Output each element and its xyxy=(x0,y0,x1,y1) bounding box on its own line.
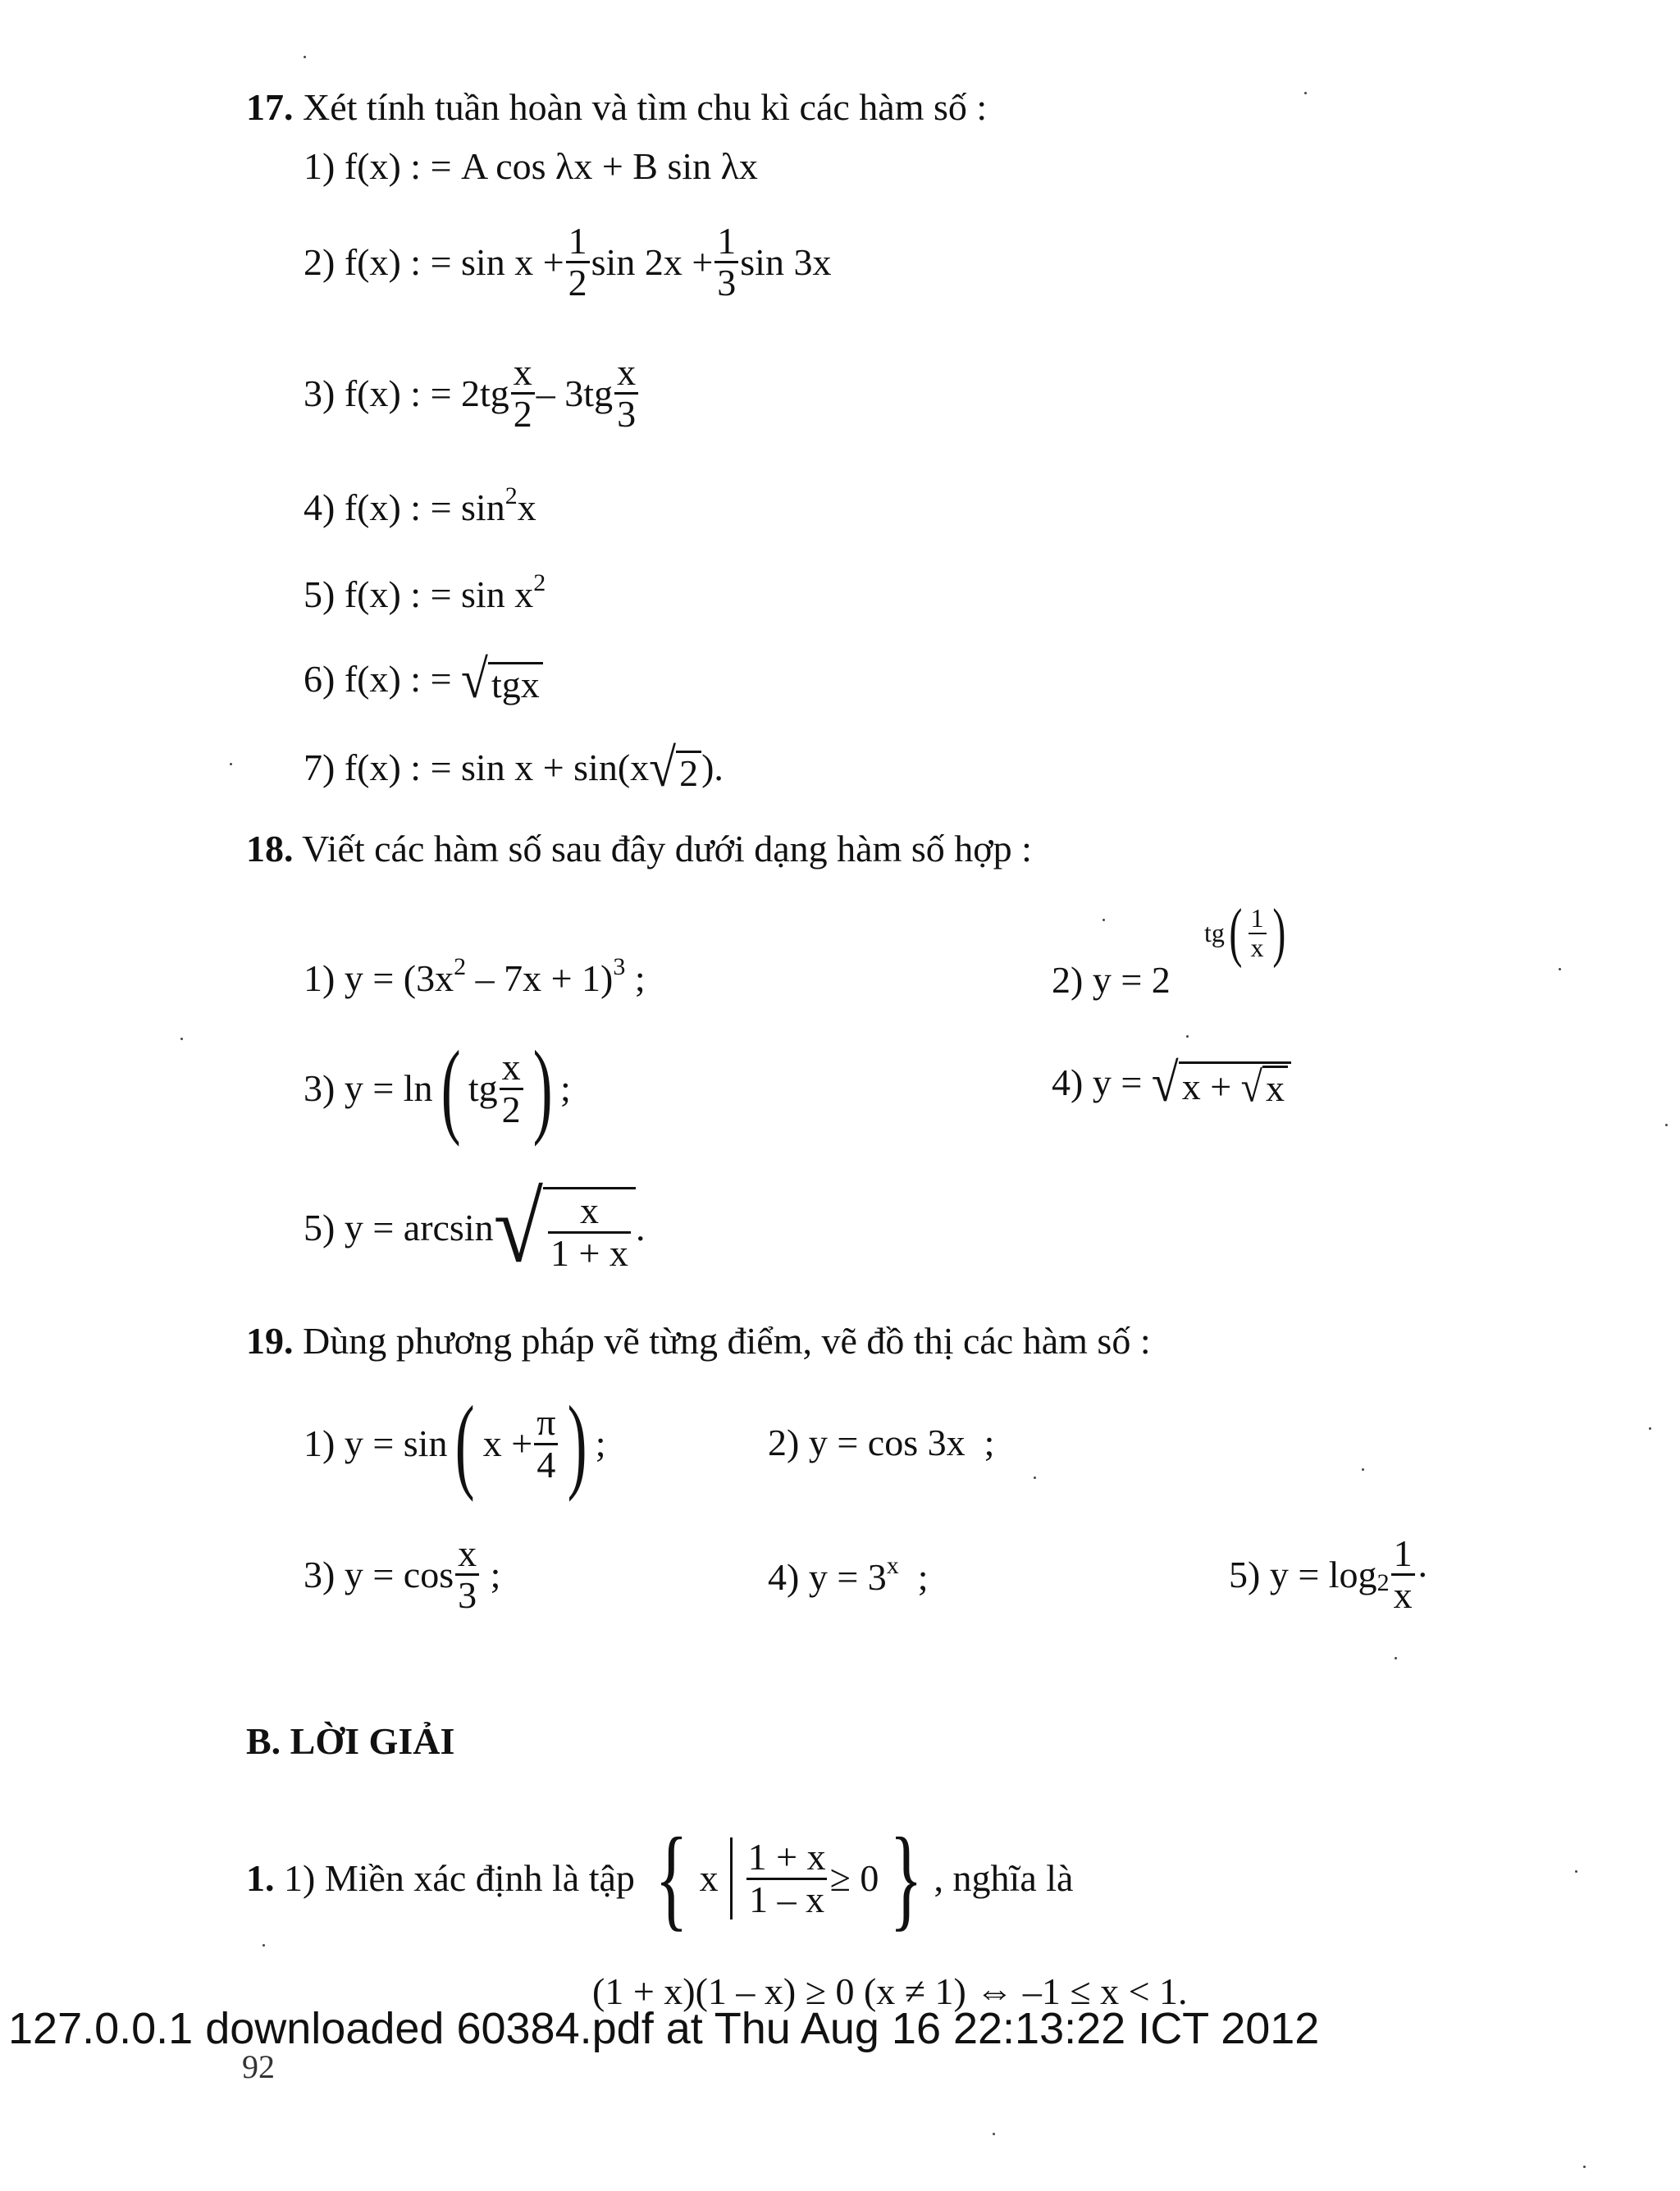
fraction: $\frac{x}{3}$ xyxy=(455,1534,479,1616)
scan-speck xyxy=(1575,1870,1577,1873)
p19-item-1: 1) y = sin ( x + $\frac{\pi}{4}$ ) ; xyxy=(304,1385,606,1503)
p17-item-3: 3) f(x) : = 2tg $\frac{x}{2}$ – 3tg $\frac{x}{3}$ xyxy=(304,353,640,435)
problem-19-heading xyxy=(246,1322,1151,1360)
problem-number: 17. xyxy=(246,86,294,128)
scan-speck xyxy=(1649,1427,1651,1430)
scan-speck xyxy=(1102,919,1105,921)
scan-speck xyxy=(1559,968,1561,970)
p18-item-4: 4) y = √ x + √ x xyxy=(1052,1058,1291,1107)
scan-speck xyxy=(1583,2166,1586,2168)
problem-17-heading xyxy=(246,86,988,128)
p18-item-2-exponent: tg ( $\frac{1}{x}$ ) xyxy=(1204,897,1285,969)
solution-1-line-1: 1. 1) Miền xác định là tập { x $\frac{1 + x}{1 - x}$ ≥ 0 } , nghĩa là xyxy=(246,1814,1074,1942)
fraction: $\frac{1}{x}$ xyxy=(1249,905,1267,961)
scan-speck xyxy=(1362,1468,1364,1471)
solution-number: 1. xyxy=(246,1857,275,1899)
page-number: 92 xyxy=(242,2048,275,2085)
scan-speck xyxy=(1395,1657,1397,1659)
p19-item-2: 2) y = cos 3x ; xyxy=(768,1422,995,1463)
fraction: $\frac{x}{3}$ xyxy=(614,353,638,435)
download-footer: 127.0.0.1 downloaded 60384.pdf at Thu Aug 16 22:13:22 ICT 2012 xyxy=(8,2004,1320,2053)
p17-item-7: 7) f(x) : = sin x + sin(x √ 2 ). xyxy=(304,737,724,798)
fraction: $\frac{1}{2}$ xyxy=(566,221,590,304)
scan-speck xyxy=(262,1944,265,1947)
section-title: B. LỜI GIẢI xyxy=(246,1720,455,1762)
p17-item-4: 4) f(x) : = sin $^2$ x xyxy=(304,482,536,528)
fraction: $\frac{1}{3}$ xyxy=(714,221,738,304)
problem-number: 18. xyxy=(246,828,294,870)
p17-item-1: 1) f(x) : = A cos λx + B sin λx xyxy=(304,145,758,187)
scan-speck xyxy=(304,56,306,58)
p18-item-1: 1) y = (3x $^2$ – 7x + 1) $^3$ ; xyxy=(304,953,646,999)
problem-title: Dùng phương pháp vẽ từng điểm, vẽ đồ thị các hàm số : xyxy=(303,1320,1151,1362)
p17-item-5: 5) f(x) : = sin x $^2$ xyxy=(304,569,546,615)
p18-item-3: 3) y = ln ( tg $\frac{x}{2}$ ) ; xyxy=(304,1029,571,1148)
square-root: √ $\frac{x}{1 + x}$ xyxy=(494,1183,636,1273)
fraction: $\frac{1 + x}{1 - x}$ xyxy=(747,1836,826,1920)
scan-speck xyxy=(1186,1035,1189,1038)
fraction: $\frac{\pi}{4}$ xyxy=(534,1403,558,1485)
scan-speck xyxy=(1034,1477,1036,1479)
problem-title: Viết các hàm số sau đây dưới dạng hàm số hợp : xyxy=(302,828,1032,870)
square-root: √ x + √ x xyxy=(1152,1058,1291,1107)
problem-18-heading xyxy=(246,830,1032,868)
p18-item-2: 2) y = 2 xyxy=(1052,959,1171,1001)
scan-speck xyxy=(993,2133,995,2135)
p19-item-3: 3) y = cos $\frac{x}{3}$ ; xyxy=(304,1532,501,1617)
p18-item-5: 5) y = arcsin √ $\frac{x}{1 + x}$ . xyxy=(304,1172,646,1284)
fraction: $\frac{1}{x}$ xyxy=(1391,1534,1415,1616)
p17-item-2: 2) f(x) : = sin x + $\frac{1}{2}$ sin 2x + $\frac{1}{3}$ sin 3x xyxy=(304,220,832,304)
fraction: $\frac{x}{1 + x}$ xyxy=(548,1191,631,1273)
problem-title: Xét tính tuần hoàn và tìm chu kì các hàm số : xyxy=(303,86,988,128)
square-root: √ tgx xyxy=(461,655,543,704)
scan-speck xyxy=(230,763,232,765)
p17-item-6: 6) f(x) : = √ tgx xyxy=(304,655,543,704)
fraction: $\frac{x}{2}$ xyxy=(511,353,535,435)
scan-speck xyxy=(180,1038,183,1040)
solution-1-line-2: (1 + x)(1 – x) ≥ 0 (x ≠ 1) ⇔ –1 ≤ x < 1. xyxy=(592,1970,1188,2012)
p19-item-4: 4) y = 3 $^x$ ; xyxy=(768,1552,929,1598)
p19-item-5: 5) y = log $_2$ $\frac{1}{x}$ · xyxy=(1229,1532,1429,1617)
square-root: √ 2 xyxy=(649,743,701,792)
problem-number: 19. xyxy=(246,1320,294,1362)
set-bar xyxy=(730,1837,733,1919)
square-root-inner: √ x xyxy=(1241,1066,1288,1107)
scan-speck xyxy=(1665,1124,1668,1126)
scan-speck xyxy=(1304,92,1307,94)
fraction: $\frac{x}{2}$ xyxy=(500,1048,523,1130)
